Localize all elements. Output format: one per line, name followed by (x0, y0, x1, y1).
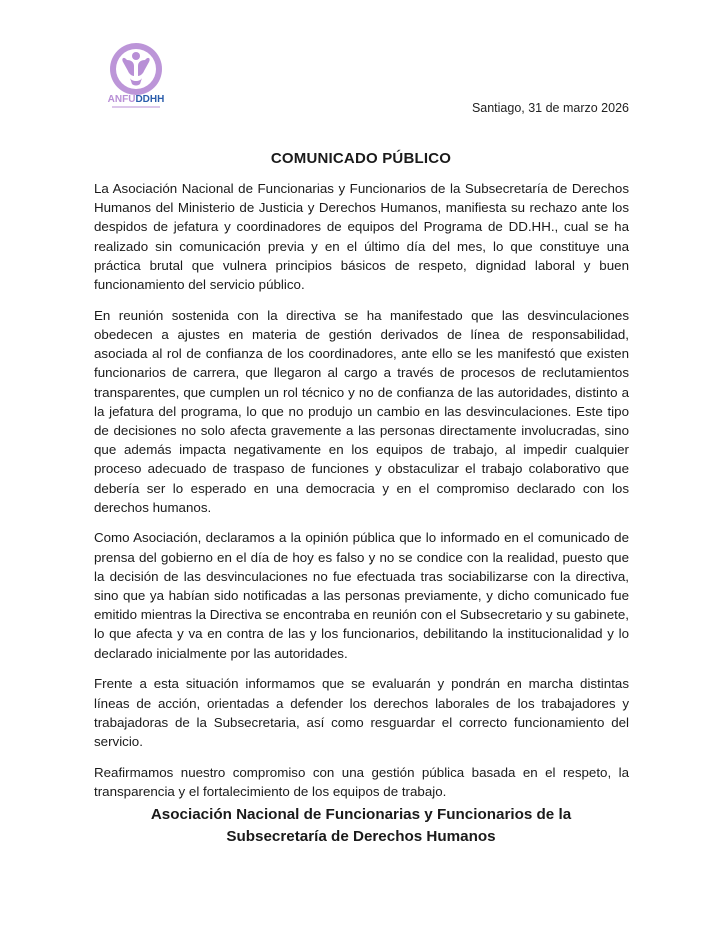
signature-line: Asociación Nacional de Funcionarias y Funcionarios de la (150, 806, 572, 823)
document-title: COMUNICADO PÚBLICO (270, 150, 452, 167)
paragraph: Como Asociación, declaramos a la opinión pública que lo informado en el comunicado de prensa del gobierno en el día de hoy es falso y no se condice con la realidad, puesto que la decisión de las desvinculaciones no fue efectuada tras sociabilizarse con la directiva, sino que ya habían sido notificadas a las personas previamente, y dicho comunicado fue emitido mientras la Directiva se encontraba en reunión con el Subsecretario y su gabinete, lo que afecta y va en contra de las y los funcionarios, debilitando la institucionalidad y lo declarado inicialmente por las autoridades. (94, 530, 629, 661)
paragraph: En reunión sostenida con la directiva se ha manifestado que las desvinculaciones obedecen a ajustes en materia de gestión derivados de línea de responsabilidad, asociada al rol de confianza de los coordinadores, ante ello se les manifestó que existen funcionarios de carrera, que llegaron al cargo a través de procesos de reclutamientos transparentes, que cumplen un rol técnico y no de confianza de las autoridades, distinto a la jefatura del programa, lo que no produjo un cambio en las desvinculaciones. Este tipo de decisiones no solo afecta gravemente a las personas directamente involucradas, sino que además impacta negativamente en los equipos de trabajo, al impedir cualquier proceso adecuado de traspaso de funciones y obstaculizar el trabajo colaborativo que debería ser lo esperado en una democracia y en el compromiso declarado con los derechos humanos. (94, 307, 629, 515)
signature-line: Subsecretaría de Derechos Humanos (226, 828, 496, 845)
paragraph: Reafirmamos nuestro compromiso con una gestión pública basada en el respeto, la transparencia y el fortalecimiento de los equipos de trabajo. (94, 764, 629, 799)
paragraph: La Asociación Nacional de Funcionarias y Funcionarios de la Subsecretaría de Derechos Humanos del Ministerio de Justicia y Derechos Humanos, manifiesta su rechazo ante los despidos de jefatura y coordinadores de equipos del Programa de DD.HH., cual se ha realizado sin comunicación previa y en el último día del mes, lo que constituye una práctica brutal que vulnera principios básicos de respeto, dignidad laboral y buen funcionamiento del servicio público. (94, 181, 629, 293)
paragraph: Frente a esta situación informamos que se evaluarán y pondrán en marcha distintas líneas de acción, orientadas a defender los derechos laborales de los trabajadores y trabajadoras de la Subsecretaria, así como resguardar el correcto funcionamiento del servicio. (94, 676, 629, 749)
document-body (94, 179, 629, 813)
organization-logo (94, 38, 178, 110)
logo-text: ANFUDDHH (107, 94, 165, 105)
document-date: Santiago, 31 de marzo 2026 (471, 101, 629, 115)
anfuddhh-logo-icon (94, 38, 178, 110)
signature-block (0, 804, 722, 848)
